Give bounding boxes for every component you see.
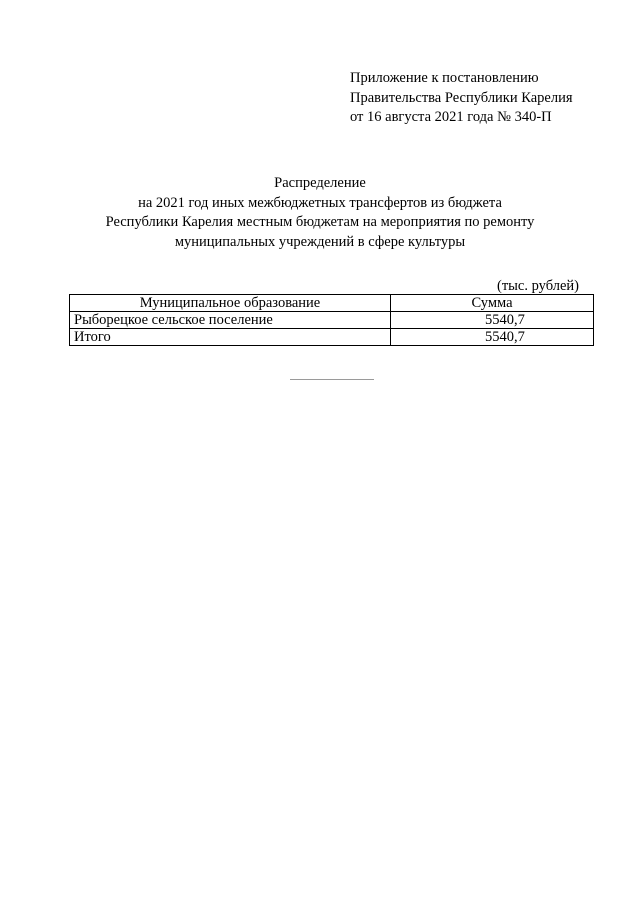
table-header-row: [70, 295, 594, 312]
table-row: [70, 312, 594, 329]
allocation-table: [69, 294, 594, 346]
total-label-cell: Итого: [70, 329, 391, 346]
total-amount-cell: 5540,7: [391, 329, 594, 346]
document-title: [60, 174, 580, 252]
title-line: муниципальных учреждений в сфере культуры: [174, 233, 466, 250]
municipality-cell: Рыборецкое сельское поселение: [70, 312, 391, 329]
title-line: Республики Карелия местным бюджетам на мероприятия по ремонту: [105, 214, 535, 230]
title-line: на 2021 год иных межбюджетных трансфертов из бюджета: [138, 194, 502, 211]
appendix-line: от 16 августа 2021 года № 340-П: [350, 109, 552, 125]
end-divider: [290, 379, 374, 380]
units-label: (тыс. рублей): [497, 278, 579, 294]
appendix-header: [350, 69, 573, 128]
amount-cell: 5540,7: [391, 312, 594, 329]
appendix-line: Приложение к постановлению: [350, 70, 539, 86]
column-header-amount: Сумма: [391, 295, 594, 312]
title-line: Распределение: [274, 175, 366, 191]
appendix-line: Правительства Республики Карелия: [350, 89, 573, 106]
column-header-municipality: Муниципальное образование: [70, 295, 391, 312]
total-row: [70, 329, 594, 346]
